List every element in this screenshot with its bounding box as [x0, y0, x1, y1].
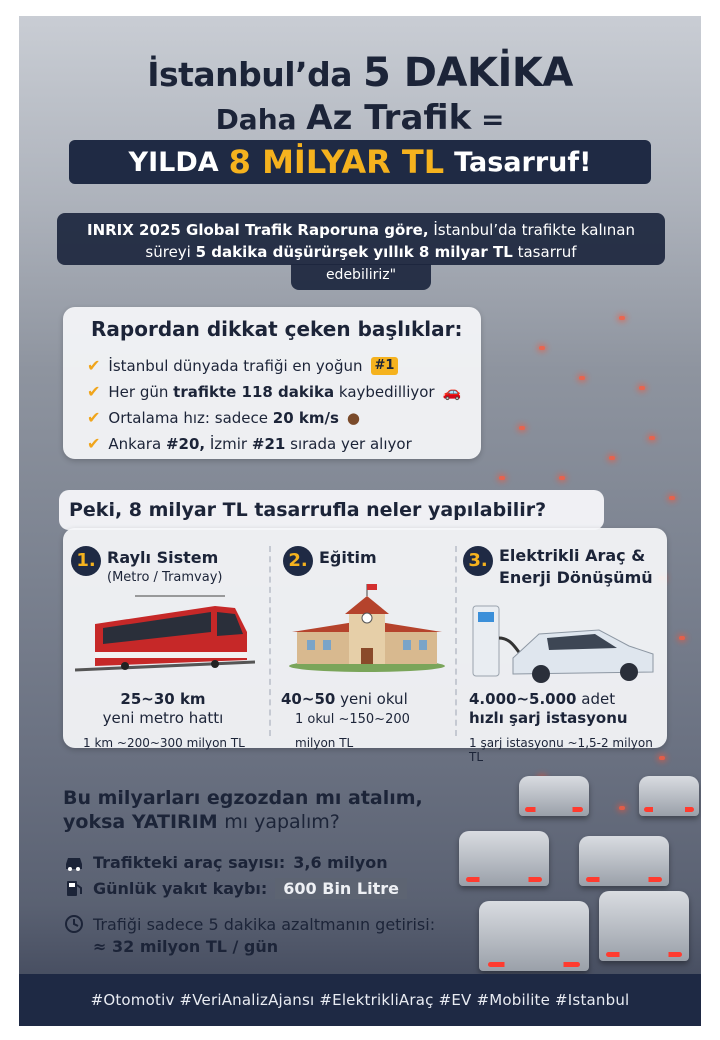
snail-icon: ●	[346, 409, 360, 427]
option-cost-unit: milyon TL	[295, 736, 354, 750]
option-number: 2.	[283, 546, 313, 576]
option-number: 3.	[463, 546, 493, 576]
savings-question: Peki, 8 milyar TL tasarrufla neler yapılabilir?	[59, 490, 604, 530]
option-value: 4.000~5.000 adet hızlı şarj istasyonu	[469, 690, 628, 727]
rank-badge: #1	[371, 357, 399, 375]
report-quote: INRIX 2025 Global Trafik Raporuna göre, İstanbul’da trafikte kalınan süreyi 5 dakika düşürürşek yıllık 8 milyar TL tasarruf	[57, 213, 665, 265]
option-value: 25~30 km yeni metro hattı	[102, 690, 224, 727]
check-icon: ✔	[87, 434, 101, 453]
headline-line-2: Daha Az Trafik =	[215, 98, 505, 138]
ev-charging-icon	[469, 598, 659, 684]
option-cost: 1 okul ~150~200	[295, 712, 410, 727]
divider	[269, 546, 271, 736]
list-item: ✔ Ortalama hız: sadece 20 km/s ●	[87, 405, 461, 431]
car-icon	[63, 851, 85, 873]
stat-time-savings: Trafiği sadece 5 dakika azaltmanın getirisi: ≈ 32 milyon TL / gün	[63, 913, 435, 956]
option-number: 1.	[71, 546, 101, 576]
check-icon: ✔	[87, 408, 101, 427]
headline-banner: YILDA 8 MİLYAR TL Tasarruf!	[69, 140, 651, 184]
headline-5-dakika: 5 DAKİKA	[363, 50, 573, 96]
tram-icon	[75, 592, 255, 674]
option-rail	[63, 528, 263, 748]
list-item: ✔ İstanbul dünyada trafiği en yoğun #1	[87, 353, 461, 379]
highlights-heading: Rapordan dikkat çeken başlıklar:	[91, 317, 463, 341]
option-ev	[461, 528, 667, 764]
option-cost: 1 şarj istasyonu ~1,5-2 milyon TL	[469, 736, 653, 764]
list-item: ✔ Her gün trafikte 118 dakika kaybedilliyor 🚗	[87, 379, 461, 405]
list-item: ✔ Ankara #20, İzmir #21 sırada yer alıyor	[87, 431, 461, 457]
report-quote-tail: edebiliriz"	[291, 264, 431, 290]
stat-fuel-loss: Günlük yakıt kaybı: 600 Bin Litre	[63, 877, 407, 899]
clock-icon	[63, 913, 85, 935]
divider	[455, 546, 457, 736]
hashtag-footer: #Otomotiv #VeriAnalizAjansı #ElektrikliAraç #EV #Mobilite #Istanbul	[19, 974, 701, 1026]
fuel-icon	[63, 877, 85, 899]
option-value: 40~50 yeni okul	[281, 690, 408, 708]
option-title: Eğitim	[319, 548, 377, 567]
investment-options-card	[63, 528, 667, 764]
option-education	[275, 528, 455, 748]
car-crash-icon: 🚗	[442, 383, 462, 401]
highlights-list	[87, 353, 461, 457]
option-title-line-2: Enerji Dönüşümü	[499, 568, 653, 587]
highlights-card	[63, 307, 481, 459]
school-icon	[287, 582, 447, 672]
check-icon: ✔	[87, 382, 101, 401]
infographic-poster	[19, 16, 701, 1026]
savings-amount: 8 MİLYAR TL	[228, 143, 445, 181]
option-title: Raylı Sistem	[107, 548, 219, 567]
stat-vehicle-count: Trafikteki araç sayısı: 3,6 milyon	[63, 851, 388, 873]
option-cost: 1 km ~200~300 milyon TL	[83, 736, 245, 750]
option-title: Elektrikli Araç &	[499, 546, 646, 565]
investment-question: Bu milyarları egzozdan mı atalım, yoksa YATIRIM mı yapalım?	[63, 787, 423, 833]
headline-line-1: İstanbul’da 5 DAKİKA	[147, 50, 573, 96]
option-subtitle: (Metro / Tramvay)	[107, 570, 223, 585]
check-icon: ✔	[87, 356, 101, 375]
